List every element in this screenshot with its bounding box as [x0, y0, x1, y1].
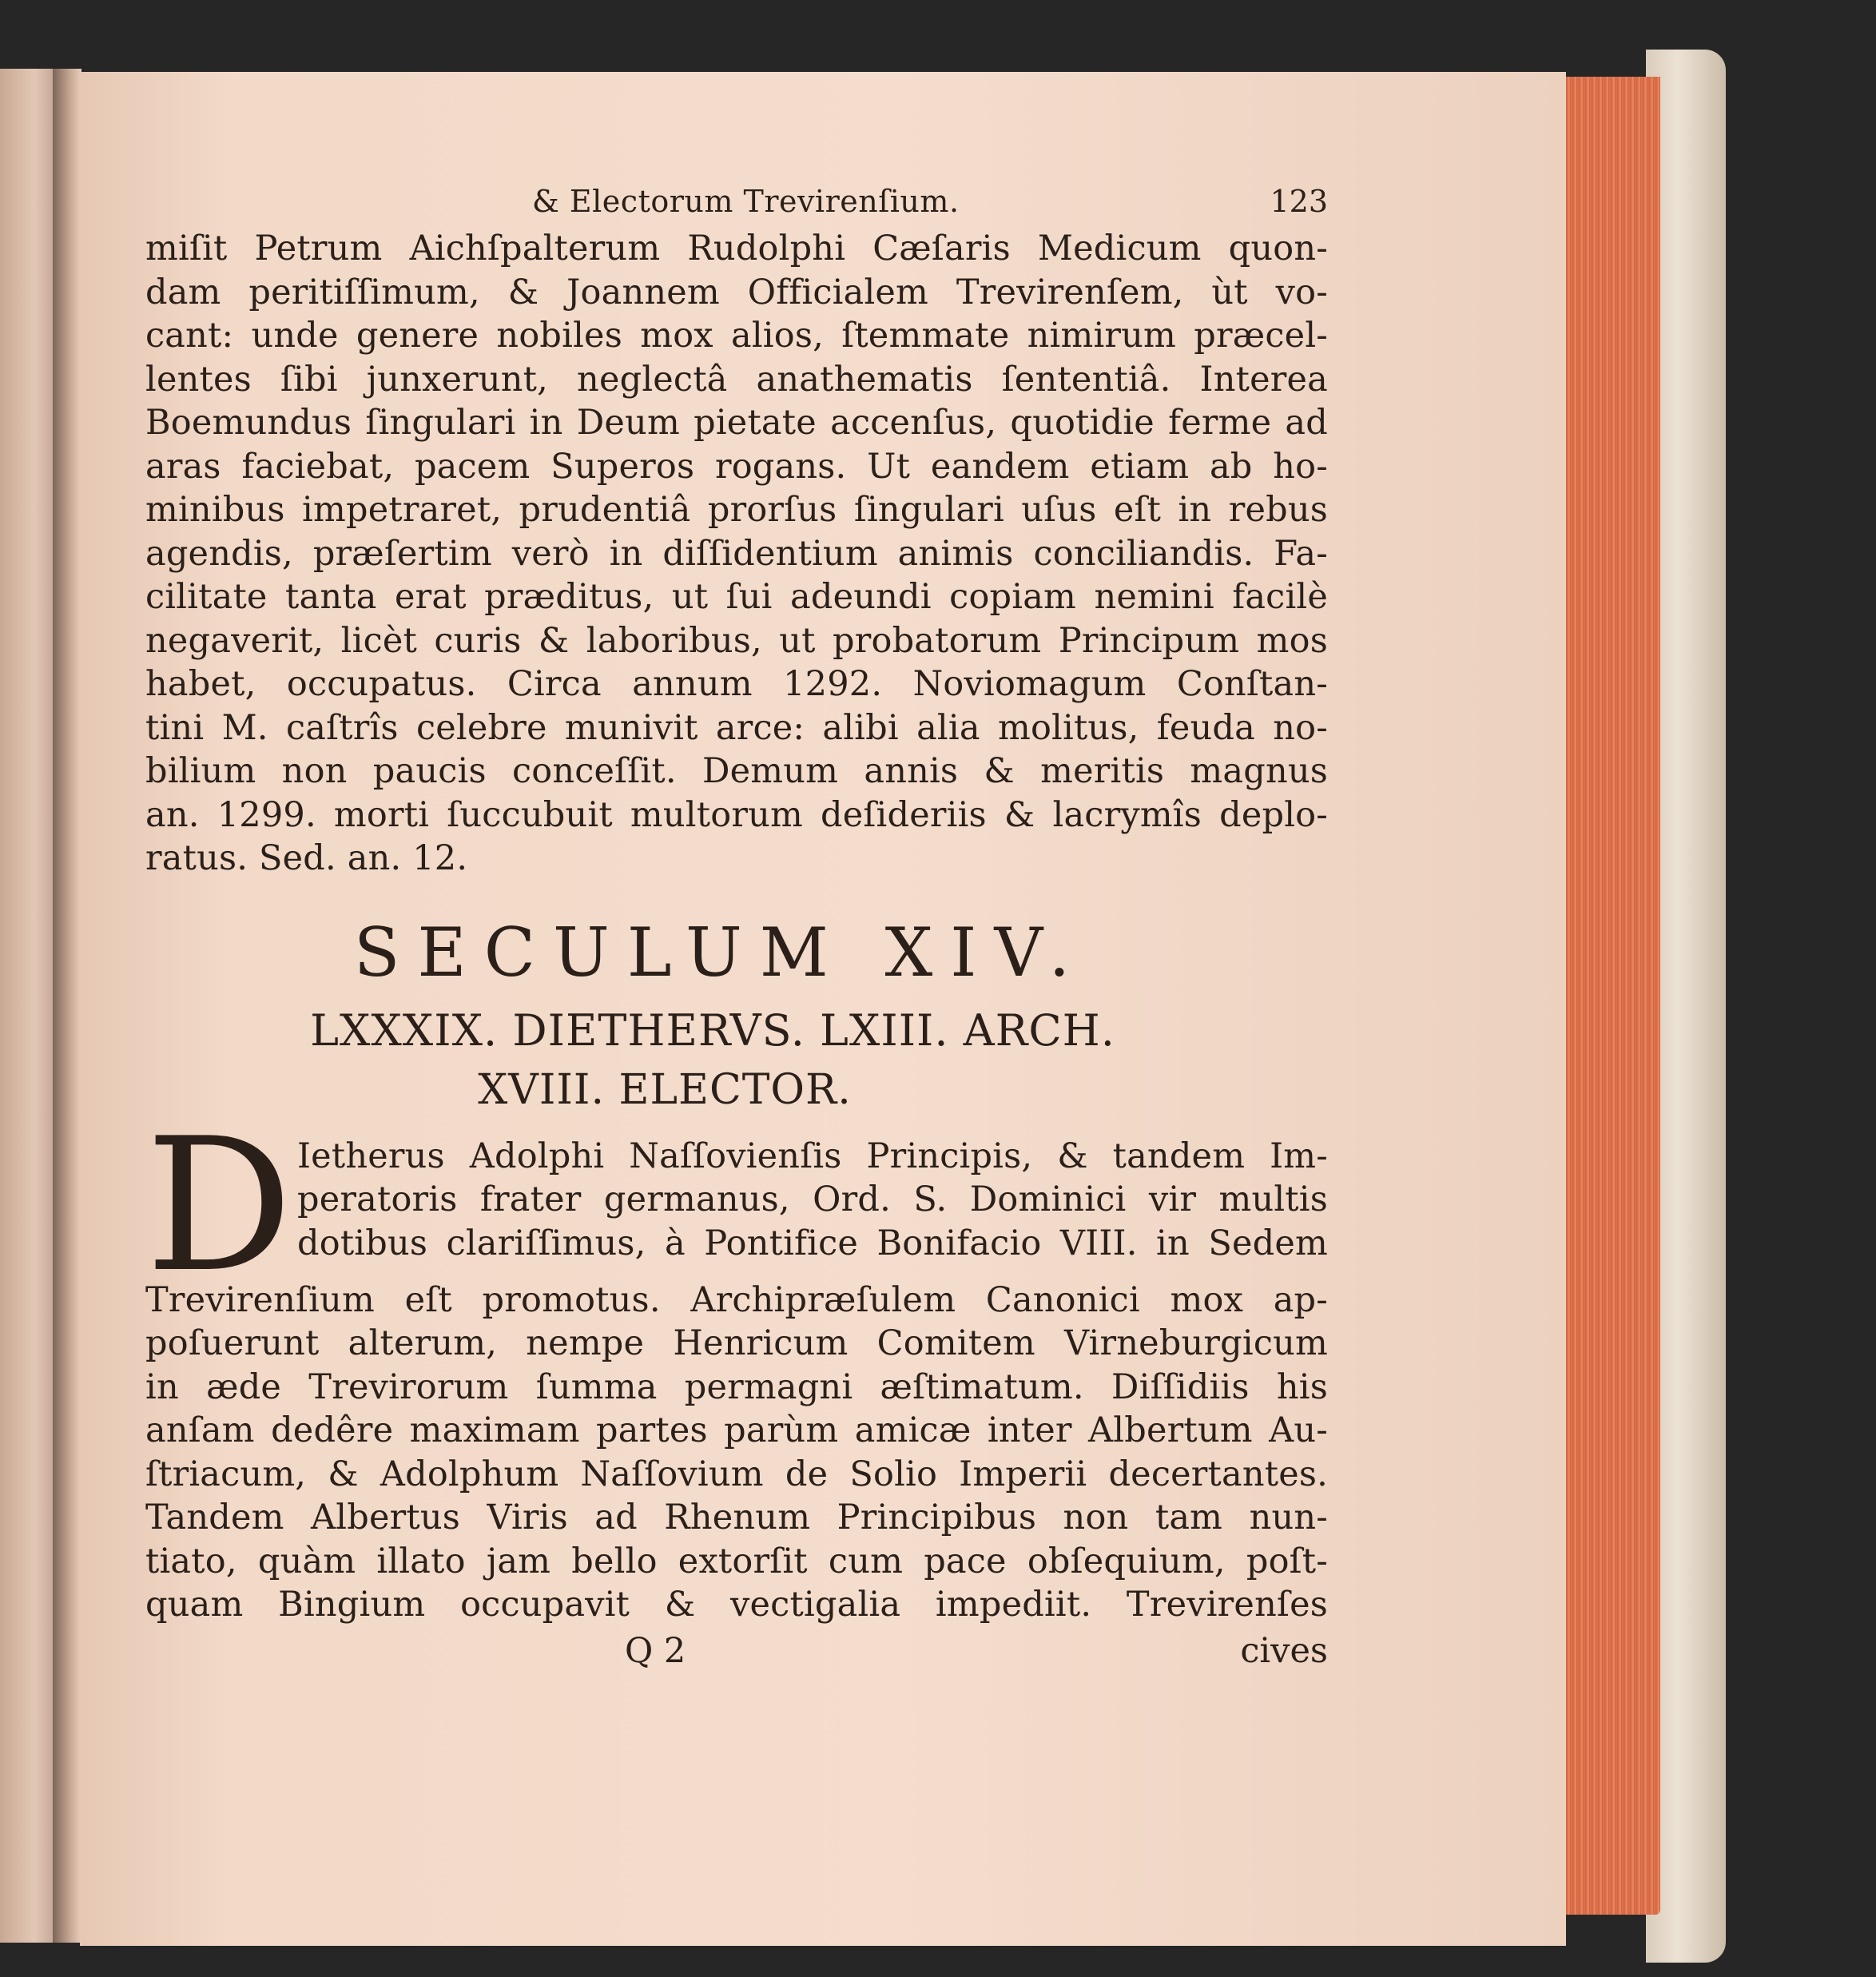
running-head [145, 176, 1328, 227]
text-line: cant: unde genere nobiles mox alios, ſtemmate nimirum præcel- [145, 316, 1328, 356]
entry-subheading: XVIII. ELECTOR. [478, 1065, 852, 1114]
text-line: dam peritiſſimum, & Joannem Officialem Trevirenſem, ùt vo- [145, 272, 1328, 312]
text-line: Ietherus Adolphi Naſſovienſis Principis, & tandem Im- [297, 1136, 1328, 1176]
text-line: minibus impetraret, prudentiâ prorſus ſingulari uſus eſt in rebus [145, 490, 1328, 530]
paragraph-2 [145, 1279, 1328, 1627]
entry-heading: LXXXIX. DIETHERVS. LXIII. ARCH. [310, 1004, 1115, 1056]
text-line: tini M. caſtrîs celebre munivit arce: alibi alia molitus, feuda no- [145, 707, 1328, 748]
text-line: miſit Petrum Aichſpalterum Rudolphi Cæſaris Medicum quon- [145, 229, 1328, 269]
paragraph-1 [145, 227, 1328, 881]
text-block [145, 176, 1328, 1675]
text-line: agendis, præſertim verò in diſſidentium animis conciliandis. Fa- [145, 533, 1328, 574]
text-line: Trevirenſium eſt promotus. Archipræſulem Canonici mox ap- [145, 1279, 1328, 1320]
signature-line [145, 1627, 1328, 1675]
text-line: lentes ſibi junxerunt, neglectâ anathematis ſententiâ. Interea [145, 359, 1328, 400]
text-line: Tandem Albertus Viris ad Rhenum Principibus non tam nun- [145, 1498, 1328, 1537]
text-line: bilium non paucis conceſſit. Demum annis & meritis magnus [145, 751, 1328, 791]
signature-mark: Q 2 [625, 1630, 686, 1671]
text-line: an. 1299. morti ſuccubuit multorum deſideriis & lacrymîs deplo- [145, 794, 1328, 835]
text-line: peratoris frater germanus, Ord. S. Dominici vir multis [297, 1179, 1328, 1219]
catchword: cives [1240, 1630, 1328, 1671]
text-line: dotibus clariſſimus, à Pontifice Bonifacio VIII. in Sedem [297, 1223, 1328, 1263]
text-line: habet, occupatus. Circa annum 1292. Noviomagum Conſtan- [145, 664, 1328, 704]
page-number: 123 [1270, 184, 1328, 219]
drop-initial: D [145, 1099, 293, 1313]
text-line: cilitate tanta erat præditus, ut ſui adeundi copiam nemini facilè [145, 577, 1328, 617]
book-gutter [53, 69, 81, 1943]
text-line: negaverit, licèt curis & laboribus, ut probatorum Principum mos [145, 620, 1328, 661]
text-line: poſuerunt alterum, nempe Henricum Comitem Virneburgicum [145, 1323, 1328, 1363]
text-line: quam Bingium occupavit & vectigalia impediit. Trevirenſes [145, 1585, 1328, 1625]
red-fore-edge [1558, 77, 1660, 1915]
initial-lines [297, 1135, 1328, 1266]
text-line: Boemundus ſingulari in Deum pietate accenſus, quotidie ferme ad [145, 403, 1328, 443]
text-line: tiato, quàm illato jam bello extorſit cum pace obſequium, poſt- [145, 1541, 1328, 1581]
text-line: in æde Trevirorum ſumma permagni æſtimatum. Diſſidiis his [145, 1366, 1328, 1407]
text-line: aras faciebat, pacem Superos rogans. Ut eandem etiam ab ho- [145, 446, 1328, 487]
running-head-title: & Electorum Trevirenſium. [532, 184, 960, 219]
text-line: ſtriacum, & Adolphum Naſſovium de Solio Imperii decertantes. [145, 1454, 1328, 1494]
recto-page [80, 72, 1566, 1946]
text-line: anſam dedêre maximam partes parùm amicæ inter Albertum Au- [145, 1410, 1328, 1450]
section-heading: SECULUM XIV. [353, 913, 1088, 992]
text-line: ratus. Sed. an. 12. [145, 838, 468, 878]
